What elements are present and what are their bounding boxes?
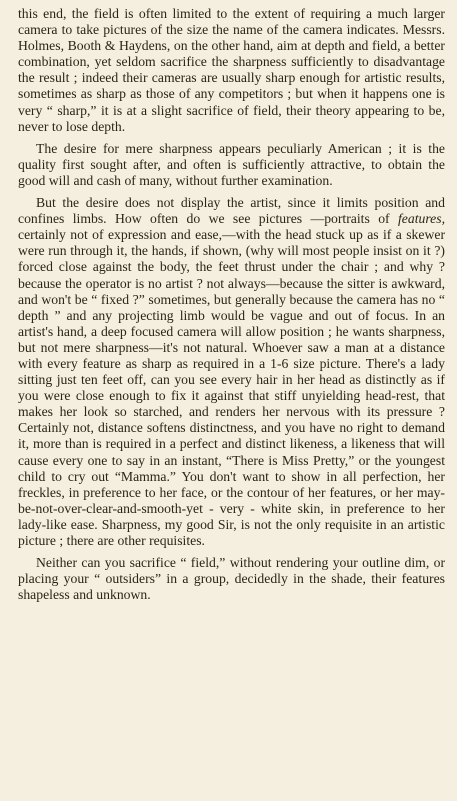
paragraph-artist-position — [18, 195, 445, 549]
paragraph-field-sacrifice: Neither can you sacrifice “ field,” without rendering your outline dim, or placing your “ outsiders” in a group, decidedly in the shade, their features shapeless and unknown. — [18, 555, 445, 603]
italic-word-features: features, — [397, 211, 445, 227]
paragraph-american-sharpness: The desire for mere sharpness appears peculiarly American ; it is the quality first sought after, and often is sufficiently attractive, to obtain the good will and cash of many, without further examination. — [18, 140, 445, 188]
paragraph-artist-text-before: But the desire does not display the artist, since it limits position and confines limbs. How often do we see pictures —portraits of — [18, 195, 445, 227]
paragraph-camera-field: this end, the field is often limited to the extent of requiring a much larger camera to take pictures of the size the name of the camera indicates. Messrs. Holmes, Booth & Haydens, on the other hand, aim at depth and field, a better combination, yet seldom sacrifice the sharpness sufficiently to disadvantage the result ; indeed their cameras are usually sharp enough for artistic results, sometimes as sharp as those of any competitors ; but when it happens one is very “ sharp,” it is at a slight sacrifice of field, their theory appearing to be, never to lose depth. — [18, 6, 445, 134]
paragraph-artist-text-after: certainly not of expression and ease,—with the head stuck up as if a skewer were run through it, the hands, if shown, (why will most people insist on it ?) forced close against the body, the feet thrust under the chair ; and why ? because the operator is no artist ? not always—because the sitter is awkward, and won't be “ fixed ?” sometimes, but generally because the camera has no “ depth ” and any projecting limb would be vague and out of focus. In an artist's hand, a deep focused camera will allow position ; he wants sharpness, but not mere sharpness—it's not natural. Whoever saw a man at a distance with every feature as sharp as required in a 1-6 size picture. There's a lady sitting just ten feet off, can you see every hair in her head as distinctly as if you were close enough to fix it against that stiff unyielding head-rest, that makes her look so starched, and renders her nervous with its pressure ? Certainly not, distance softens distinctness, and you have no right to demand it, more than is required in a perfect and distinct likeness, a likeness that will cause every one to say in an instant, “There is Miss Pretty,” or the youngest child to cry out “Mamma.” You don't want to show in all perfection, her freckles, in preference to her face, or the contour of her features, or her may-be-not-over-clear-and-smooth-yet - very - white skin, in preference to her lady-like ease. Sharpness, my good Sir, is not the only requisite in an artistic picture ; there are other requisites. — [18, 227, 445, 548]
